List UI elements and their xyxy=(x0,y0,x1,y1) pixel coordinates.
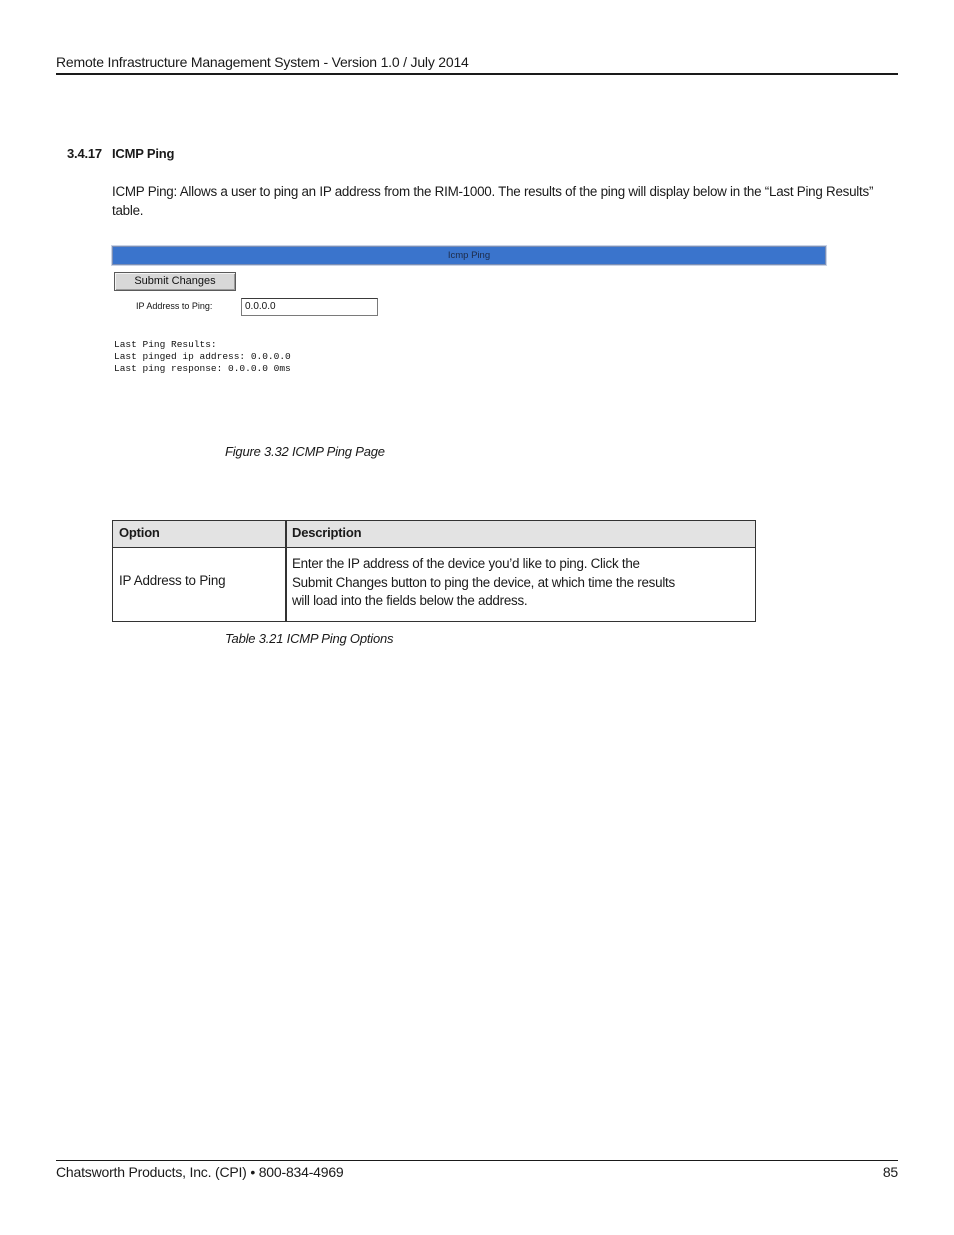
description-line: Submit Changes button to ping the device, at which time the results xyxy=(292,574,675,590)
page-header: Remote Infrastructure Management System - Version 1.0 / July 2014 xyxy=(56,53,898,75)
section-heading xyxy=(67,146,174,161)
page-number: 85 xyxy=(882,1164,898,1180)
icmp-ping-title-bar: Icmp Ping xyxy=(112,246,826,265)
footer-company: Chatsworth Products, Inc. (CPI) • 800-834-4969 xyxy=(56,1164,344,1180)
figure-caption: Figure 3.32 ICMP Ping Page xyxy=(225,444,385,459)
header-description: Description xyxy=(292,525,362,540)
ip-address-label: IP Address to Ping: xyxy=(136,301,213,311)
options-table xyxy=(112,520,756,622)
header-option: Option xyxy=(119,525,160,540)
description-line: will load into the fields below the address. xyxy=(292,593,528,608)
table-header-row xyxy=(113,521,755,548)
column-divider xyxy=(285,521,287,621)
submit-changes-button[interactable]: Submit Changes xyxy=(114,272,236,291)
description-line: Enter the IP address of the device you’d like to ping. Click the xyxy=(292,556,640,571)
results-line: Last Ping Results: xyxy=(114,339,217,350)
results-line: Last pinged ip address: 0.0.0.0 xyxy=(114,351,291,362)
section-intro: ICMP Ping: Allows a user to ping an IP address from the RIM-1000. The results of the ping will display below in the “Last Ping Results” table. xyxy=(112,184,874,218)
results-line: Last ping response: 0.0.0.0 0ms xyxy=(114,363,291,374)
last-ping-results xyxy=(114,339,291,375)
page-footer xyxy=(56,1160,898,1181)
section-title: ICMP Ping xyxy=(112,146,175,161)
cell-description xyxy=(292,555,732,611)
table-caption: Table 3.21 ICMP Ping Options xyxy=(225,631,394,646)
section-number: 3.4.17 xyxy=(67,146,102,161)
cell-option: IP Address to Ping xyxy=(119,573,226,588)
ip-address-input[interactable]: 0.0.0.0 xyxy=(241,298,378,316)
